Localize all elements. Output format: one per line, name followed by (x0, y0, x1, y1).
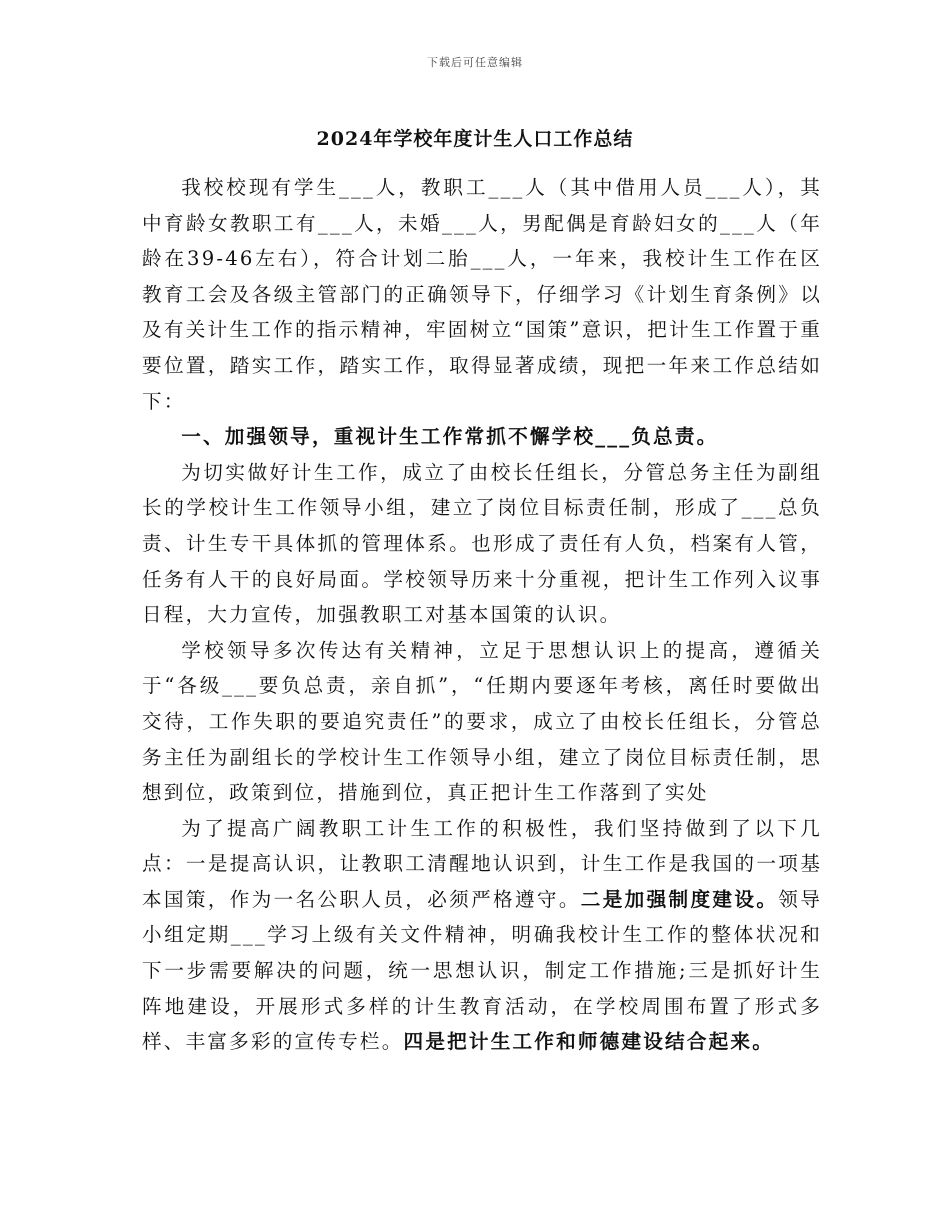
paragraph-3-part-1: 为了提高广阔教职工计生工作的积极性，我们坚持做到了以下几点：一是提高认识，让教职工清醒地认识到，计生工作是我国的一项基本国策，作为一名公职人员，必须严格遵守。 (142, 816, 822, 911)
paragraph-2: 学校领导多次传达有关精神，立足于思想认识上的提高，遵循关于“各级___要负总责，亲自抓”，“任期内要逐年考核，离任时要做出交待，工作失职的要追究责任”的要求，成立了由校长任组长，分管总务主任为副组长的学校计生工作领导小组，建立了岗位目标责任制，思想到位，政策到位，措施到位，真正把计生工作落到了实处 (142, 638, 822, 805)
paragraph-1: 为切实做好计生工作，成立了由校长任组长，分管总务主任为副组长的学校计生工作领导小组，建立了岗位目标责任制，形成了___总负责、计生专干具体抓的管理体系。也形成了责任有人负，档案有人管，任务有人干的良好局面。学校领导历来十分重视，把计生工作列入议事日程，大力宣传，加强教职工对基本国策的认识。 (142, 460, 822, 627)
paragraph-3-bold-point-2: 二是加强制度建设。 (580, 887, 779, 911)
document-title: 2024年学校年度计生人口工作总结 (316, 128, 634, 150)
section-heading-1: 一、加强领导，重视计生工作常抓不懈学校___负总责。 (181, 425, 719, 449)
paragraph-3-bold-point-4: 四是把计生工作和师德建设结合起来。 (403, 1030, 775, 1054)
paragraph-3 (142, 811, 822, 1060)
document-body (142, 170, 822, 1060)
paragraph-3-part-3: 领导小组定期___学习上级有关文件精神，明确我校计生工作的整体状况和下一步需要解决的问题，统一思想认识，制定工作措施;三是抓好计生阵地建设，开展形式多样的计生教育活动，在学校周围布置了形式多样、丰富多彩的宣传专栏。 (142, 887, 822, 1054)
intro-paragraph: 我校校现有学生___人，教职工___人（其中借用人员___人），其中育龄女教职工有___人，未婚___人，男配偶是育龄妇女的___人（年龄在39-46左右），符合计划二胎___人，一年来，我校计生工作在区教育工会及各级主管部门的正确领导下，仔细学习《计划生育条例》以及有关计生工作的指示精神，牢固树立“国策”意识，把计生工作置于重要位置，踏实工作，踏实工作，取得显著成绩，现把一年来工作总结如下： (142, 176, 822, 413)
header-note: 下载后可任意编辑 (427, 56, 523, 69)
